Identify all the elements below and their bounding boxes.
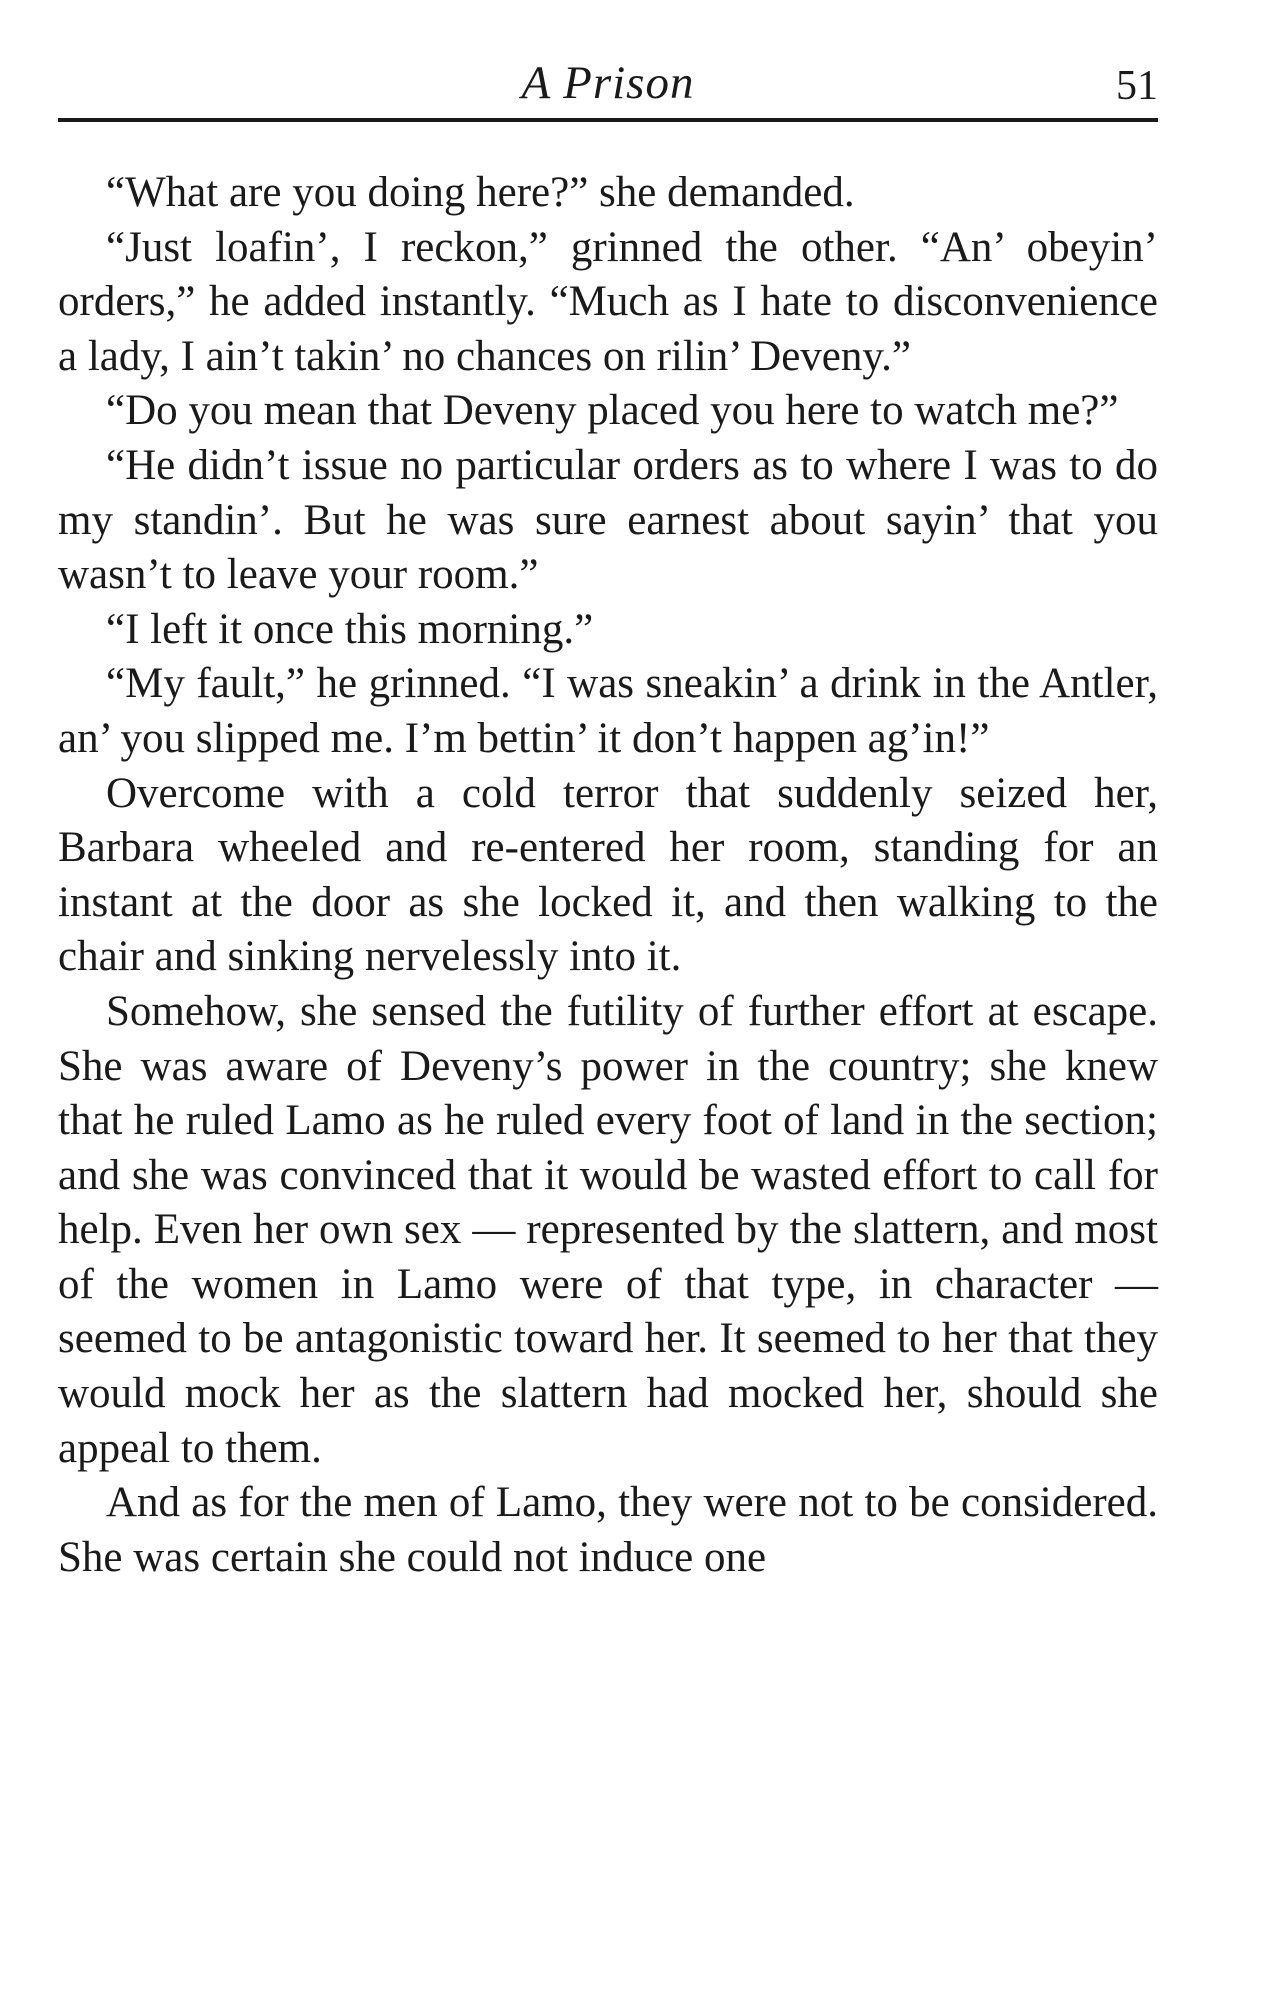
paragraph: “What are you doing here?” she demanded.: [106, 169, 855, 216]
page-number: 51: [1116, 63, 1158, 109]
paragraph: “He didn’t issue no particular orders as to where I was to do my standin’. But he was sure earnest about sayin’ that you wasn’t to leave your room.”: [58, 441, 1158, 599]
paragraph: Overcome with a cold terror that suddenly seized her, Barbara wheeled and re-entered her room, standing for an instant at the door as she locked it, and then walking to the chair and sinking nervelessly into it.: [58, 769, 1158, 981]
paragraph: “My fault,” he grinned. “I was sneakin’ a drink in the Antler, an’ you slipped me. I’m bettin’ it don’t happen ag’in!”: [58, 660, 1158, 762]
body-text: [58, 166, 1158, 1585]
running-title: A Prison: [521, 57, 695, 109]
paragraph: And as for the men of Lamo, they were not to be considered. She was certain she could not induce one: [58, 1479, 1158, 1581]
paragraph: “I left it once this morning.”: [106, 605, 594, 653]
paragraph: “Do you mean that Deveny placed you here to watch me?”: [106, 387, 1119, 435]
running-head: [58, 50, 1158, 120]
header-rule: [58, 118, 1158, 122]
paragraph: “Just loafin’, I reckon,” grinned the other. “An’ obeyin’ orders,” he added instantly. “Much as I hate to disconvenience a lady, I ain’t takin’ no chances on rilin’ Deveny.”: [58, 223, 1158, 380]
paragraph: Somehow, she sensed the futility of further effort at escape. She was aware of Deveny’s power in the country; she knew that he ruled Lamo as he ruled every foot of land in the section; and she was convinced that it would be wasted effort to call for help. Even her own sex — represented by the slattern, and most of the women in Lamo were of that type, in character — seemed to be antagonistic toward her. It seemed to her that they would mock her as the slattern had mocked her, should she appeal to them.: [58, 987, 1158, 1472]
